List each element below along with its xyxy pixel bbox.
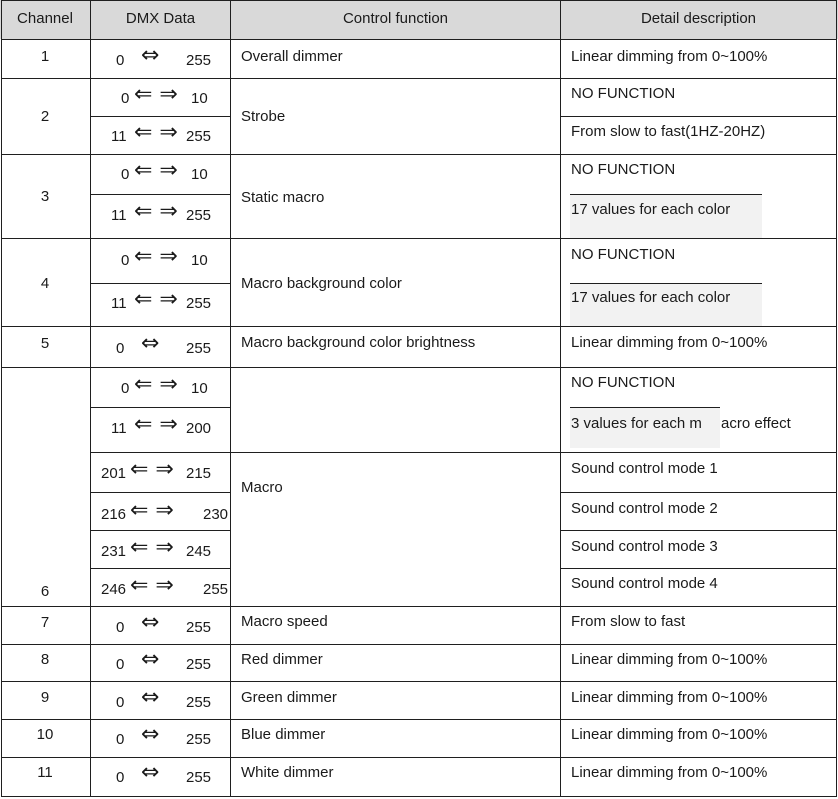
control-function: Red dimmer: [241, 651, 323, 668]
description-rule: [570, 283, 762, 284]
description-rule: [570, 407, 720, 408]
range-arrows-icon: ⇐ ⇒: [134, 287, 178, 312]
detail-description: Linear dimming from 0~100%: [571, 689, 768, 706]
range-arrows-icon: ⇐ ⇒: [134, 199, 178, 224]
dmx-low: 0: [116, 694, 125, 711]
detail-description: NO FUNCTION: [571, 85, 676, 102]
dmx-low: 231: [101, 543, 127, 560]
range-arrows-icon: ⇐ ⇒: [134, 158, 178, 183]
grid-line: [1, 606, 837, 607]
channel-number: 3: [40, 188, 50, 205]
grid-line: [561, 116, 837, 117]
channel-number: 10: [36, 726, 54, 743]
grid-line: [836, 0, 837, 797]
grid-line: [1, 681, 837, 682]
dmx-high: 255: [203, 581, 229, 598]
channel-number: 11: [37, 764, 53, 781]
range-arrows-icon: ⇐ ⇒: [134, 244, 178, 269]
dmx-high: 10: [191, 166, 208, 183]
range-arrow-icon: ⇔: [141, 722, 160, 747]
detail-description: 17 values for each color: [571, 289, 731, 306]
dmx-high: 255: [186, 619, 212, 636]
dmx-high: 215: [186, 465, 212, 482]
channel-number: 7: [40, 614, 50, 631]
dmx-high: 245: [186, 543, 212, 560]
grid-line: [1, 154, 837, 155]
channel-number: 6: [40, 583, 50, 600]
channel-number: 9: [40, 689, 50, 706]
dmx-low: 0: [116, 340, 125, 357]
detail-description: Linear dimming from 0~100%: [571, 48, 768, 65]
grid-line: [91, 116, 231, 117]
detail-description-continued: acro effect: [721, 415, 791, 432]
grid-line: [91, 530, 231, 531]
detail-description: Sound control mode 3: [571, 538, 718, 555]
range-arrow-icon: ⇔: [141, 43, 160, 68]
dmx-high: 255: [186, 52, 212, 69]
control-function: Strobe: [241, 108, 286, 125]
detail-description: Linear dimming from 0~100%: [571, 764, 768, 781]
detail-description: From slow to fast: [571, 613, 686, 630]
channel-number: 1: [40, 48, 50, 65]
grid-line: [230, 0, 231, 797]
range-arrows-icon: ⇐ ⇒: [134, 120, 178, 145]
grid-line: [91, 194, 231, 195]
dmx-low: 11: [111, 420, 127, 437]
dmx-low: 0: [116, 619, 125, 636]
dmx-low: 246: [101, 581, 127, 598]
grid-line: [91, 283, 231, 284]
dmx-low: 11: [111, 295, 127, 312]
description-rule: [570, 194, 762, 195]
grid-line: [561, 530, 837, 531]
grid-line: [1, 757, 837, 758]
range-arrows-icon: ⇐ ⇒: [130, 457, 174, 482]
range-arrow-icon: ⇔: [141, 610, 160, 635]
control-function: White dimmer: [241, 764, 334, 781]
dmx-high: 255: [186, 656, 212, 673]
dmx-low: 0: [116, 52, 125, 69]
dmx-low: 0: [121, 166, 130, 183]
control-function: Blue dimmer: [241, 726, 326, 743]
range-arrows-icon: ⇐ ⇒: [130, 535, 174, 560]
grid-line: [1, 367, 837, 368]
detail-description: Linear dimming from 0~100%: [571, 726, 768, 743]
range-arrow-icon: ⇔: [141, 685, 160, 710]
channel-number: 8: [40, 651, 50, 668]
range-arrows-icon: ⇐ ⇒: [130, 573, 174, 598]
dmx-low: 201: [101, 465, 127, 482]
control-function: Macro: [241, 479, 283, 496]
detail-description: Linear dimming from 0~100%: [571, 334, 768, 351]
range-arrow-icon: ⇔: [141, 760, 160, 785]
range-arrows-icon: ⇐ ⇒: [134, 412, 178, 437]
dmx-high: 255: [186, 207, 212, 224]
detail-description: 17 values for each color: [571, 201, 731, 218]
control-function: Macro background color: [241, 275, 402, 292]
grid-line: [1, 644, 837, 645]
channel-number: 5: [40, 335, 50, 352]
grid-line: [1, 326, 837, 327]
range-arrow-icon: ⇔: [141, 647, 160, 672]
dmx-high: 230: [203, 506, 229, 523]
grid-line: [91, 492, 231, 493]
grid-line: [1, 39, 837, 40]
control-function: Green dimmer: [241, 689, 337, 706]
dmx-high: 10: [191, 90, 208, 107]
channel-number: 4: [40, 275, 50, 292]
detail-description: NO FUNCTION: [571, 374, 676, 391]
header-control-function: Control function: [342, 10, 449, 27]
dmx-low: 0: [121, 252, 130, 269]
channel-number: 2: [40, 108, 50, 125]
dmx-high: 255: [186, 128, 212, 145]
dmx-high: 255: [186, 694, 212, 711]
dmx-low: 0: [121, 380, 130, 397]
range-arrows-icon: ⇐ ⇒: [134, 372, 178, 397]
dmx-high: 255: [186, 731, 212, 748]
grid-line: [91, 452, 837, 453]
detail-description: NO FUNCTION: [571, 246, 676, 263]
control-function: Overall dimmer: [241, 48, 343, 65]
control-function: Static macro: [241, 189, 325, 206]
grid-line: [1, 796, 837, 797]
range-arrows-icon: ⇐ ⇒: [134, 82, 178, 107]
dmx-low: 0: [116, 656, 125, 673]
grid-line: [1, 0, 2, 797]
grid-line: [1, 78, 837, 79]
grid-line: [561, 492, 837, 493]
detail-description: From slow to fast(1HZ-20HZ): [571, 123, 766, 140]
control-function: Macro background color brightness: [241, 334, 476, 351]
grid-line: [561, 568, 837, 569]
dmx-low: 216: [101, 506, 127, 523]
dmx-low: 0: [121, 90, 130, 107]
dmx-high: 255: [186, 295, 212, 312]
header-dmx-data: DMX Data: [125, 10, 196, 27]
control-function: Macro speed: [241, 613, 328, 630]
detail-description: Sound control mode 4: [571, 575, 718, 592]
range-arrow-icon: ⇔: [141, 331, 160, 356]
dmx-high: 200: [186, 420, 212, 437]
grid-line: [560, 0, 561, 797]
dmx-low: 11: [111, 207, 127, 224]
dmx-high: 255: [186, 340, 212, 357]
grid-line: [91, 568, 231, 569]
grid-line: [91, 407, 231, 408]
header-channel: Channel: [17, 10, 73, 27]
header-detail-description: Detail description: [640, 10, 757, 27]
detail-description: Sound control mode 1: [571, 460, 718, 477]
range-arrows-icon: ⇐ ⇒: [130, 498, 174, 523]
dmx-high: 255: [186, 769, 212, 786]
dmx-low: 11: [111, 128, 127, 145]
detail-description: 3 values for each m: [571, 415, 702, 432]
detail-description: Linear dimming from 0~100%: [571, 651, 768, 668]
grid-line: [1, 719, 837, 720]
dmx-low: 0: [116, 769, 125, 786]
detail-description: Sound control mode 2: [571, 500, 718, 517]
dmx-high: 10: [191, 252, 208, 269]
grid-line: [1, 0, 837, 1]
detail-description: NO FUNCTION: [571, 161, 676, 178]
dmx-low: 0: [116, 731, 125, 748]
grid-line: [90, 0, 91, 797]
grid-line: [1, 238, 837, 239]
dmx-high: 10: [191, 380, 208, 397]
